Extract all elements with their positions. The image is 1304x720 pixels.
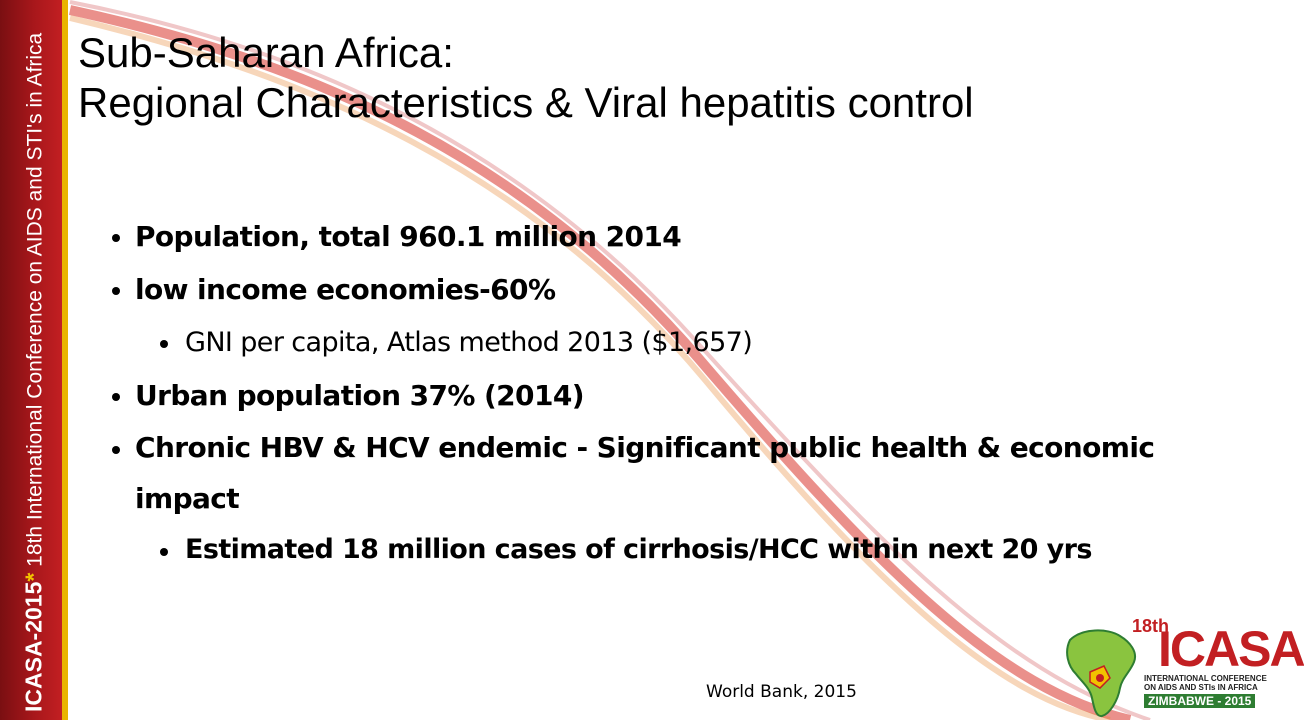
logo-subtitle-line1: INTERNATIONAL CONFERENCE xyxy=(1144,674,1267,683)
source-citation: World Bank, 2015 xyxy=(706,682,857,702)
bullet-dot-icon xyxy=(160,340,168,348)
bullet-text: GNI per capita, Atlas method 2013 ($1,657) xyxy=(185,327,753,358)
bullet-dot-icon xyxy=(112,446,120,454)
bullet-item xyxy=(110,422,1210,524)
slide-title-line2: Regional Characteristics & Viral hepatitis control xyxy=(78,79,974,126)
bullet-dot-icon xyxy=(160,548,168,556)
sub-bullet-item xyxy=(110,524,1210,575)
bullet-list xyxy=(110,210,1210,575)
bullet-text: Population, total 960.1 million 2014 xyxy=(135,220,682,253)
banner-star: * xyxy=(20,572,47,582)
bullet-text: low income economies-60% xyxy=(135,273,556,306)
slide-title-line1: Sub-Saharan Africa: xyxy=(78,29,454,76)
bullet-text: Estimated 18 million cases of cirrhosis/HCC within next 20 yrs xyxy=(185,534,1092,565)
conference-banner xyxy=(0,0,68,720)
logo-name: ICASA xyxy=(1158,621,1304,677)
logo-country: ZIMBABWE - 2015 xyxy=(1144,694,1255,708)
slide-title xyxy=(78,28,974,128)
banner-conference-name: 18th International Conference on AIDS and STI's in Africa xyxy=(23,32,47,573)
logo-subtitle-line2: ON AIDS AND STIs IN AFRICA xyxy=(1144,683,1258,692)
banner-text xyxy=(21,33,48,712)
logo-edition: 18th xyxy=(1132,616,1170,636)
bullet-item xyxy=(110,263,1210,316)
bullet-text: Chronic HBV & HCV endemic - Significant public health & economic impact xyxy=(135,431,1155,515)
bullet-item xyxy=(110,369,1210,422)
icasa-logo xyxy=(1060,612,1304,720)
banner-conference-code: ICASA-2015 xyxy=(20,581,47,712)
bullet-item xyxy=(110,210,1210,263)
bullet-dot-icon xyxy=(112,393,120,401)
bullet-dot-icon xyxy=(112,287,120,295)
sub-bullet-item xyxy=(110,316,1210,369)
bullet-dot-icon xyxy=(112,234,120,242)
bullet-text: Urban population 37% (2014) xyxy=(135,379,584,412)
